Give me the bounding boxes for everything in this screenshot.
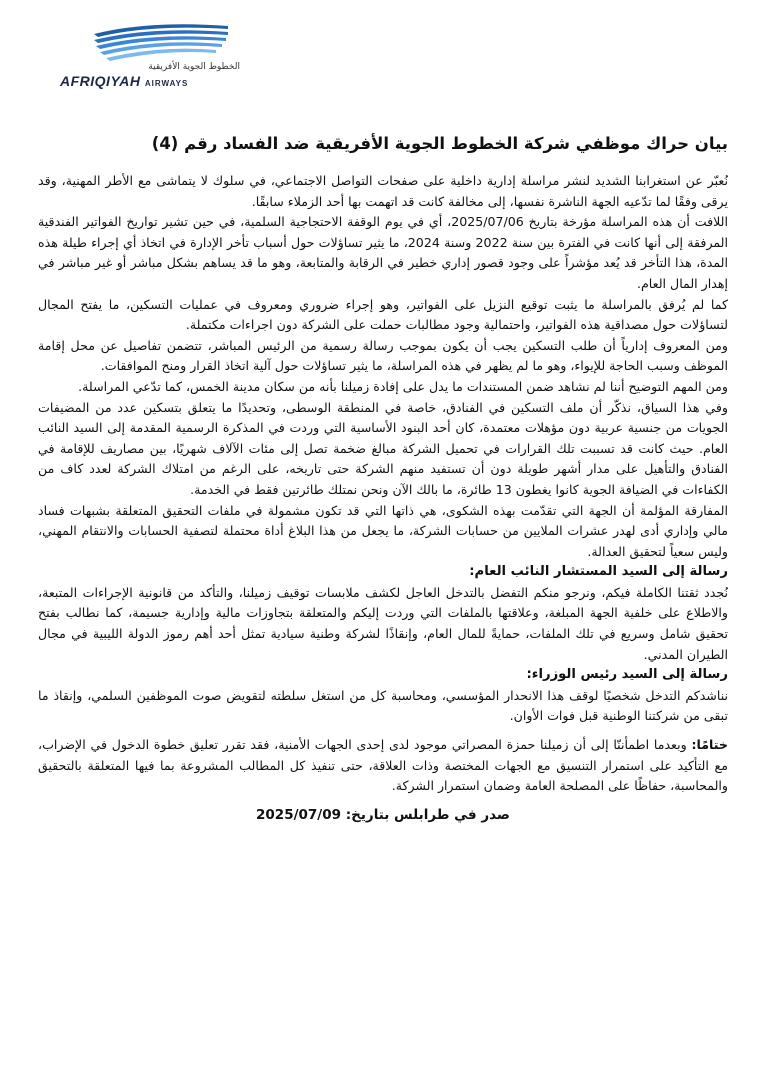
logo-airways: AIRWAYS bbox=[144, 79, 189, 88]
logo-english-name bbox=[60, 73, 250, 89]
paragraph-9: نناشدكم التدخل شخصيًا لوقف هذا الانحدار المؤسسي، ومحاسبة كل من استغل سلطته لتقويض صوت الموظفين السلمي، وإنقاذ ما تبقى من شركتنا الوطنية قبل فوات الأوان. bbox=[38, 687, 728, 724]
paragraph-2: اللافت أن هذه المراسلة مؤرخة بتاريخ 2025/07/06، أي في يوم الوقفة الاحتجاجية السلمية، في حين تشير تواريخ الفواتير الفندقية المرفقة إلى أنها كانت في الفترة بين سنة 2022 وسنة 2024، ما يثير تساؤلات حول أسباب تأخر الإدارة في اتخاذ أي إجراء طيلة هذه المدة، هذا التأخر قد يُعد مؤشراً على وجود قصور إداري خطير في الرقابة والمتابعة، وهو ما قد يساهم بشكل مباشر أو غير مباشر في إهدار المال العام. bbox=[38, 214, 729, 291]
paragraph-3: كما لم يُرفق بالمراسلة ما يثبت توقيع النزيل على الفواتير، وهو إجراء ضروري ومعروف في عمليات التسكين، ما يفتح المجال لتساؤلات حول مصداقية هذه الفواتير، واحتمالية وجود مطالبات حملت على الشركة دون اجراءات مكتملة. bbox=[38, 296, 728, 333]
logo-brand: AFRIQIYAH bbox=[60, 73, 141, 89]
paragraph-1: نُعبّر عن استغرابنا الشديد لنشر مراسلة إدارية داخلية على صفحات التواصل الاجتماعي، في سلوك لا يتماشى مع الأطر المهنية، وقد يرقى وفقًا لما تدّعيه الجهة الناشرة نفسها، إلى مخالفة كانت قد اتهمت بها أحد الزملاء سابقًا. bbox=[38, 173, 728, 209]
heading-prime-minister: رسالة إلى السيد رئيس الوزراء: bbox=[526, 667, 728, 683]
paragraph-7: المفارقة المؤلمة أن الجهة التي تقدّمت بهذه الشكوى، هي ذاتها التي قد تكون مشمولة في ملفات التحقيق المتعلقة بشبهات فساد مالي وإداري أدى لهدر عشرات الملايين من حسابات الشركة، ما يجعل من هذا البلاغ أداة محتملة لتصفية الحسابات والانتقام المهني، وليس سعياً لتحقيق العدالة. bbox=[38, 502, 728, 559]
paragraph-closing bbox=[38, 735, 728, 797]
closing-lead: ختامًا: bbox=[691, 737, 728, 753]
wing-stripes-icon bbox=[60, 18, 250, 62]
logo-arabic-name: الخطوط الجوية الأفريقية bbox=[148, 62, 240, 72]
heading-attorney-general: رسالة إلى السيد المستشار النائب العام: bbox=[469, 564, 728, 580]
page-title: بيان حراك موظفي شركة الخطوط الجوية الأفريقية ضد الفساد رقم (4) bbox=[151, 134, 728, 153]
afriqiyah-logo bbox=[60, 18, 250, 88]
closing-text: وبعدما اطمأننّا إلى أن زميلنا حمزة المصراتي موجود لدى إحدى الجهات الأمنية، فقد تقرر تعليق خطوة الدخول في الإضراب، مع التأكيد على استمرار التنسيق مع الجهات المختصة وذات العلاقة، حتى تنفيذ كل المطالب المشروعة بما فيها المتعلقة بالتحقيق والمحاسبة، حفاظًا على المصلحة العامة وضمان استمرار الشركة. bbox=[38, 737, 728, 794]
paragraph-8: نُجدد ثقتنا الكاملة فيكم، ونرجو منكم التفضل بالتدخل العاجل لكشف ملابسات توقيف زميلنا، والتأكد من قانونية الإجراءات المتبعة، والاطلاع على خلفية الجهة المبلغة، وعلاقتها بالملفات التي وردت إليكم والمتعلقة بتجاوزات مالية وإدارية جسيمة، كما نطالب بفتح تحقيق شامل وسريع في تلك الملفات، حمايةً للمال العام، وإنقاذًا لشركة وطنية سيادية تمثل أحد أهم رموز الدولة الليبية في مجال الطيران المدني. bbox=[38, 584, 728, 662]
paragraph-5: ومن المهم التوضيح أننا لم نشاهد ضمن المستندات ما يدل على إفادة زميلنا بأنه من سكان مدينة الخمس، كما تدّعي المراسلة. bbox=[78, 378, 728, 394]
paragraph-4: ومن المعروف إدارياً أن طلب التسكين يجب أن يكون بموجب رسالة رسمية من الرئيس المباشر، تتضمن تفاصيل عن محل إقامة الموظف وسبب الحاجة للإيواء، وهو ما لم يظهر في هذه المراسلة، ما يثير تساؤلات حول آلية اتخاذ القرار ومنح الموافقات. bbox=[38, 337, 728, 374]
statement-document bbox=[38, 134, 728, 823]
issue-date: صدر في طرابلس بتاريخ: 2025/07/09 bbox=[256, 806, 510, 823]
paragraph-6: وفي هذا السياق، نذكّر أن ملف التسكين في الفنادق، خاصة في المنطقة الوسطى، وتحديدًا ما يتعلق بتسكين عدد من المضيفات الجويات من جنسية عربية دون مؤهلات معتمدة، كان أحد البنود الأساسية التي وردت في المذكرة الرسمية المقدمة إلى السيد النائب العام. حيث كانت قد تسببت تلك القرارات في تحميل الشركة مبالغ ضخمة تصل إلى مئات الآلاف شهريًا، بين مصاريف للإقامة في الفنادق والتأهيل على مدار أشهر طويلة دون أن تستفيد منهم الشركة حتى تاريخه، على الرغم من امتلاك الشركة لعدد كاف من الكفاءات في الضيافة الجوية كانوا يغطون 13 طائرة، ما بالك الآن ونحن نمتلك طائرتين فقط في الخدمة. bbox=[38, 399, 728, 497]
